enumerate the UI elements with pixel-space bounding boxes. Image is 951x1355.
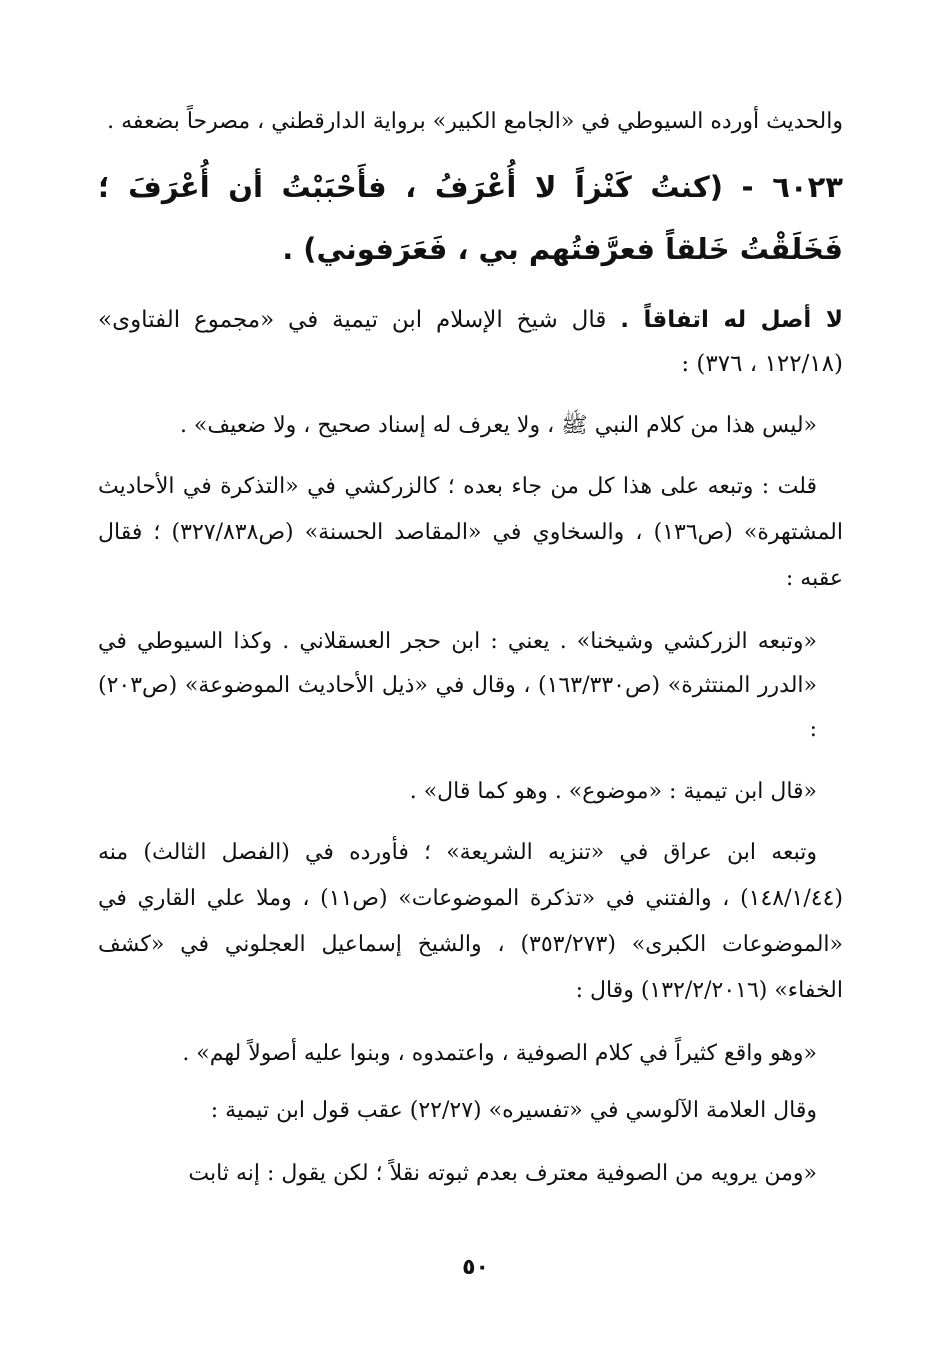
page-number: ٥٠ (462, 1255, 489, 1280)
quote-suyuti: «قال ابن تيمية : «موضوع» . وهو كما قال» . (409, 779, 817, 804)
verdict-bold: لا أصل له اتفاقاً . (620, 307, 843, 333)
commentary-paragraph-3: وقال العلامة الآلوسي في «تفسيره» (٢٢/٢٧) عقب قول ابن تيمية : (210, 1098, 817, 1123)
commentary-paragraph-1: قلت : وتبعه على هذا كل من جاء بعده ؛ كالزركشي في «التذكرة في الأحاديث المشتهرة» (ص١٣٦) ، والسخاوي في «المقاصد الحسنة» (ص٣٢٧/٨٣٨) ؛ فقال عقبه : (98, 474, 843, 591)
verdict-rest: قال شيخ الإسلام ابن تيمية في «مجموع الفتاوى» (١٢٢/١٨ ، ٣٧٦) : (98, 307, 843, 377)
quote-alusi: «ومن يرويه من الصوفية معترف بعدم ثبوته نقلاً ؛ لكن يقول : إنه ثابت (188, 1161, 817, 1186)
commentary-paragraph-2: وتبعه ابن عراق في «تنزيه الشريعة» ؛ فأورده في (الفصل الثالث) منه (١٤٨/١/٤٤) ، والفتني في «تذكرة الموضوعات» (ص١١) ، وملا علي القاري في «الموضوعات الكبرى» (٣٥٣/٢٧٣) ، والشيخ إسماعيل العجلوني في «كشف الخفاء» (١٣٢/٢/٢٠١٦) وقال : (98, 840, 843, 1003)
quote-ajluni: «وهو واقع كثيراً في كلام الصوفية ، واعتمدوه ، وبنوا عليه أصولاً لهم» . (182, 1041, 817, 1066)
hadith-text: ٦٠٢٣ - (كنتُ كَنْزاً لا أُعْرَفُ ، فأَحْبَبْتُ أن أُعْرَفَ ؛ فَخَلَقْتُ خَلقاً فعرَّفتُهم بي ، فَعَرَفوني) . (98, 170, 843, 266)
intro-line: والحديث أورده السيوطي في «الجامع الكبير» برواية الدارقطني ، مصرحاً بضعفه . (107, 109, 843, 134)
quote-ibn-taymiyya: «ليس هذا من كلام النبي ﷺ ، ولا يعرف له إسناد صحيح ، ولا ضعيف» . (179, 413, 817, 438)
verdict-paragraph (98, 298, 843, 386)
quote-sakhawi: «وتبعه الزركشي وشيخنا» . يعني : ابن حجر العسقلاني . وكذا السيوطي في «الدرر المنتثرة» (ص١٦٣/٣٣٠) ، وقال في «ذيل الأحاديث الموضوعة» (ص٢٠٣) : (98, 629, 817, 742)
page-body (98, 88, 843, 1318)
